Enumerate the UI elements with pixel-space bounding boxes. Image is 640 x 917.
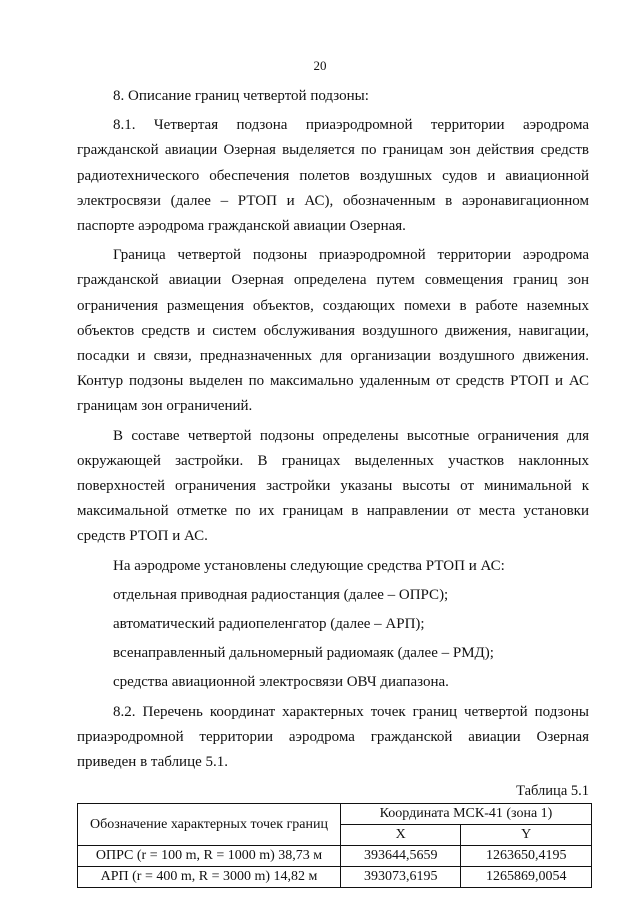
list-item: автоматический радиопеленгатор (далее – АРП); bbox=[113, 616, 425, 633]
header-coordinate-system: Координата МСК-41 (зона 1) bbox=[341, 804, 592, 825]
list-item: средства авиационной электросвязи ОВЧ диапазона. bbox=[113, 674, 449, 691]
list-intro: На аэродроме установлены следующие средства РТОП и АС: bbox=[113, 557, 505, 574]
table-header-row bbox=[78, 804, 592, 825]
row-y-value: 1263650,4195 bbox=[461, 846, 592, 867]
page-number: 20 bbox=[313, 58, 327, 73]
coordinates-table bbox=[77, 803, 592, 888]
header-points: Обозначение характерных точек границ bbox=[78, 804, 341, 846]
table-caption: Таблица 5.1 bbox=[516, 783, 589, 800]
row-point-name: АРП (r = 400 m, R = 3000 m) 14,82 м bbox=[78, 867, 341, 888]
paragraph-8-2: 8.2. Перечень координат характерных точек границ четвертой подзоны приаэродромной территории аэродрома гражданской авиации Озерная приведен в таблице 5.1. bbox=[77, 703, 589, 771]
document-body bbox=[77, 84, 589, 888]
header-y: Y bbox=[461, 825, 592, 846]
row-point-name: ОПРС (r = 100 m, R = 1000 m) 38,73 м bbox=[78, 846, 341, 867]
paragraph-boundary: Граница четвертой подзоны приаэродромной территории аэродрома гражданской авиации Озерная определена путем совмещения границ зон ограничения размещения объектов, создающих помехи в работе наземных объектов средств и систем обслуживания воздушного движения, навигации, посадки и связи, предназначенных для организации воздушного движения. Контур подзоны выделен по максимально удаленным от средств РТОП и АС границам зон ограничений. bbox=[77, 247, 589, 415]
row-x-value: 393644,5659 bbox=[341, 846, 461, 867]
paragraph-height-limits: В составе четвертой подзоны определены высотные ограничения для окружающей застройки. В границах выделенных участков наклонных поверхностей ограничения застройки указаны высоты от минимальной к максимальной отметке по их границам в направлении от места установки средств РТОП и АС. bbox=[77, 427, 589, 545]
table-row bbox=[78, 846, 592, 867]
paragraph-8-1: 8.1. Четвертая подзона приаэродромной территории аэродрома гражданской авиации Озерная выделяется по границам зон действия средств радиотехнического обеспечения полетов воздушных судов и авиационной электросвязи (далее – РТОП и АС), обозначенным в аэронавигационном паспорте аэродрома гражданской авиации Озерная. bbox=[77, 117, 589, 235]
list-item: всенаправленный дальномерный радиомаяк (далее – РМД); bbox=[113, 645, 494, 662]
list-item: отдельная приводная радиостанция (далее – ОПРС); bbox=[113, 586, 449, 603]
table-row bbox=[78, 867, 592, 888]
row-x-value: 393073,6195 bbox=[341, 867, 461, 888]
row-y-value: 1265869,0054 bbox=[461, 867, 592, 888]
header-x: X bbox=[341, 825, 461, 846]
section-heading: 8. Описание границ четвертой подзоны: bbox=[113, 88, 369, 104]
